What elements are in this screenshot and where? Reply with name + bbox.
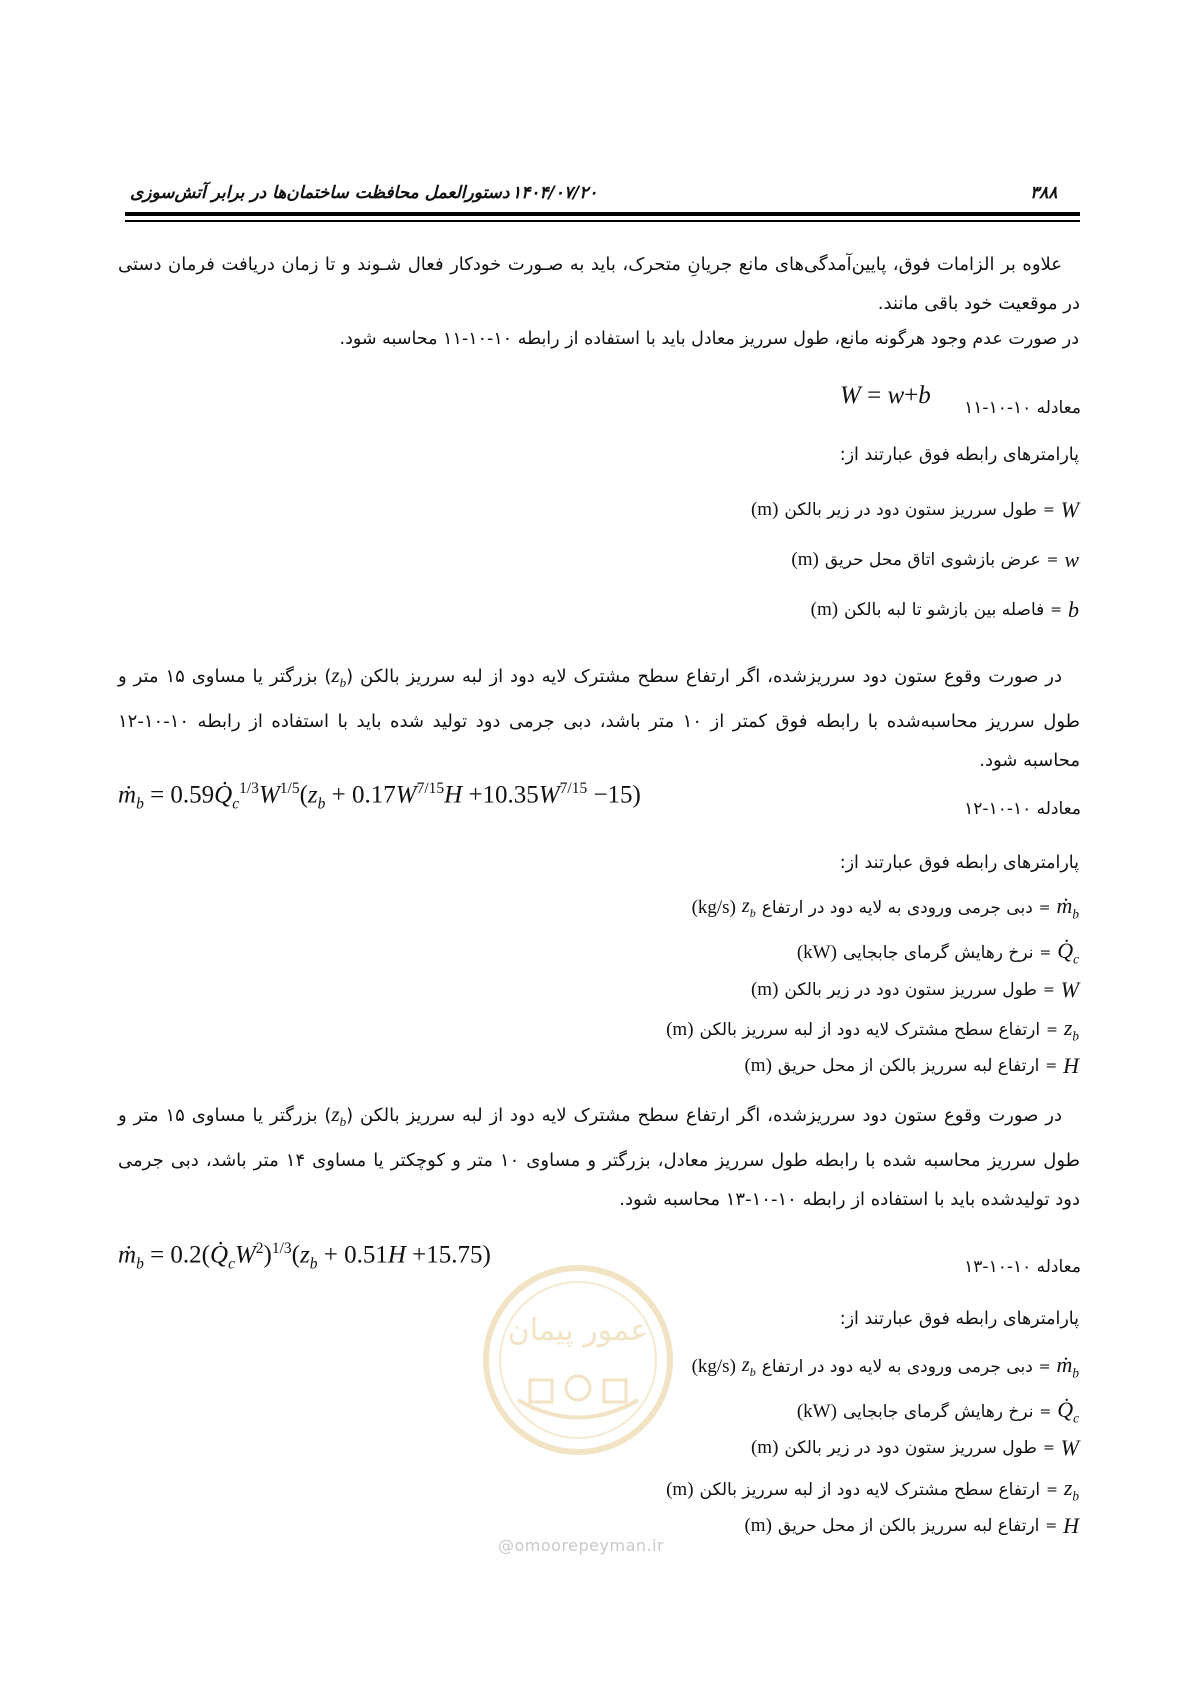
param-unit: (m) — [744, 1055, 772, 1076]
paragraph-4-part-1: در صورت وقوع ستون دود سرریزشده، اگر ارتفاع سطح مشترک لایه دود از لبه سرریز بالکن ( — [346, 1105, 1063, 1126]
watermark-logo-text: عمور پیمان — [507, 1313, 649, 1348]
watermark-logo — [478, 1260, 678, 1460]
param-description: عرض بازشوی اتاق محل حریق — [824, 550, 1041, 570]
param-row-H — [744, 1053, 1079, 1079]
param-symbol-mb: ṁ$_b$ — [1056, 893, 1079, 922]
param-unit: (m) — [810, 599, 839, 620]
param-unit: (m) — [666, 1018, 694, 1040]
paragraph-2: در صورت عدم وجود هرگونه مانع، طول سرریز معادل باید با استفاده از رابطه ۱۰-۱۰-۱۱ محاسبه شود. — [339, 329, 1079, 349]
symbol-zb: $z_b$ — [331, 663, 347, 691]
param-unit: (m) — [666, 1478, 694, 1500]
param-symbol-qc: $Q̇_c$ — [1057, 1397, 1079, 1426]
header-title: دستورالعمل محافظت ساختمان‌ها در برابر آتش‌سوزی — [130, 183, 510, 203]
param-row-zb — [666, 1475, 1079, 1504]
param-row-qc — [797, 1397, 1079, 1426]
param-symbol-qc: $Q̇_c$ — [1057, 938, 1079, 967]
param-unit: (m) — [744, 1515, 772, 1536]
param-equals: = — [1042, 502, 1055, 518]
header-date: ۱۴۰۴/۰۷/۲۰ — [512, 183, 598, 203]
param-description: ارتفاع سطح مشترک لایه دود از لبه سرریز بالکن — [699, 1019, 1041, 1040]
param-symbol-H: H — [1063, 1513, 1079, 1538]
param-equals: = — [1046, 1481, 1058, 1498]
param-unit: (m) — [750, 499, 779, 520]
equation-12-label: معادله ۱۰-۱۰-۱۲ — [964, 799, 1081, 819]
equation-13: ṁ$_b$ = $0.2(Q̇_cW^2)^{1/3}(z_b + 0.51H +15.75)$ — [118, 1240, 491, 1273]
param-description: طول سرریز ستون دود در زیر بالکن — [784, 980, 1037, 1000]
param-equals: = — [1042, 1440, 1055, 1456]
param-symbol: w — [1064, 547, 1079, 572]
param-equals: = — [1045, 1518, 1058, 1534]
param-symbol-zb: $z_b$ — [1063, 1015, 1079, 1044]
paragraph-3-part-2: ) بزرگتر یا مساوی ۱۵ متر و طول سرریز محاسبه‌شده با رابطه فوق کمتر از ۱۰ متر باشد، دبی جرمی دود تولید شده باید با استفاده از رابطه ۱۰-۱۰-۱۲ محاسبه شود. — [118, 666, 1080, 772]
param-symbol-mb: ṁ$_b$ — [1056, 1352, 1079, 1381]
param-equals: = — [1038, 899, 1051, 916]
param-symbol-W: W — [1060, 1435, 1079, 1460]
param-description: ارتفاع لبه سرریز بالکن از محل حریق — [777, 1056, 1040, 1076]
param-row-W — [751, 977, 1079, 1003]
paragraph-3 — [118, 656, 1080, 780]
param-equals: = — [1038, 1358, 1051, 1375]
symbol-zb: $z_b$ — [331, 1102, 347, 1130]
param-row-H — [744, 1513, 1079, 1539]
header-rule-thin — [125, 220, 1080, 222]
param-description: طول سرریز ستون دود در زیر بالکن — [784, 500, 1037, 520]
param-symbol-H: H — [1063, 1053, 1079, 1078]
param-equals: = — [1046, 1021, 1058, 1038]
paragraph-1: علاوه بر الزامات فوق، پایین‌آمدگی‌های مانع جریانِ متحرک، باید به صـورت خودکار فعال شـوند و تا زمان دریافت فرمان دستی در موقعیت خود باقی مانند. — [118, 254, 1080, 314]
param-row-W — [751, 1435, 1079, 1461]
param-description: طول سرریز ستون دود در زیر بالکن — [784, 1438, 1037, 1458]
param-row-b — [811, 597, 1079, 623]
params-heading-1: پارامترهای رابطه فوق عبارتند از: — [839, 445, 1079, 465]
param-unit: (kW) — [796, 941, 837, 963]
param-unit: (kg/s) — [691, 1355, 736, 1377]
param-unit: (m) — [750, 1437, 779, 1458]
param-symbol-zb: $z_b$ — [741, 1353, 756, 1379]
param-unit: (m) — [750, 979, 779, 1000]
params-heading-3: پارامترهای رابطه فوق عبارتند از: — [839, 1309, 1079, 1329]
param-equals: = — [1045, 1058, 1058, 1074]
param-description: نرخ رهایش گرمای جابجایی — [842, 1401, 1034, 1422]
watermark-url: @omoorepeyman.ir — [498, 1536, 665, 1555]
paragraph-4-part-2: ) بزرگتر یا مساوی ۱۵ متر و طول سرریز محاسبه شده با رابطه طول سرریز معادل، بزرگتر و مساوی ۱۰ متر و کوچکتر یا مساوی ۱۴ متر باشد، دبی جرمی دود تولیدشده باید با استفاده از رابطه ۱۰-۱۰-۱۳ محاسبه شود. — [118, 1105, 1080, 1211]
param-description: ارتفاع سطح مشترک لایه دود از لبه سرریز بالکن — [699, 1479, 1041, 1500]
param-row-mb — [692, 1352, 1079, 1381]
equation-11-label: معادله ۱۰-۱۰-۱۱ — [964, 398, 1081, 418]
param-unit: (kg/s) — [691, 896, 736, 918]
params-heading-2: پارامترهای رابطه فوق عبارتند از: — [839, 853, 1079, 873]
param-equals: = — [1050, 602, 1062, 618]
param-description: ارتفاع لبه سرریز بالکن از محل حریق — [777, 1516, 1040, 1536]
param-symbol-zb: $z_b$ — [741, 894, 756, 920]
param-row-mb — [692, 893, 1079, 922]
param-description: دبی جرمی ورودی به لایه دود در ارتفاع — [761, 897, 1033, 918]
header-rule-thick — [125, 212, 1080, 216]
param-row-qc — [797, 938, 1079, 967]
equation-11: W = w+b — [840, 382, 931, 409]
page-number: ۳۸۸ — [1030, 183, 1058, 203]
paragraph-3-part-1: در صورت وقوع ستون دود سرریزشده، اگر ارتفاع سطح مشترک لایه دود از لبه سرریز بالکن ( — [346, 666, 1063, 687]
param-row-zb — [666, 1015, 1079, 1044]
equation-12: ṁ$_b$ = $0.59Q̇_c^{1/3}W^{1/5}(z_b + 0.17W^{7/15}H +10.35W^{7/15} -15)$ — [118, 780, 641, 813]
param-unit: (kW) — [796, 1400, 837, 1422]
param-description: نرخ رهایش گرمای جابجایی — [842, 942, 1034, 963]
param-unit: (m) — [791, 549, 819, 570]
param-symbol-zb: $z_b$ — [1063, 1475, 1079, 1504]
param-symbol-W: W — [1060, 977, 1079, 1002]
param-row-w — [791, 547, 1079, 573]
param-equals: = — [1039, 1403, 1052, 1420]
param-symbol: W — [1060, 497, 1079, 522]
param-description: دبی جرمی ورودی به لایه دود در ارتفاع — [761, 1356, 1033, 1377]
param-equals: = — [1042, 982, 1055, 998]
param-description: فاصله بین بازشو تا لبه بالکن — [844, 600, 1045, 620]
param-equals: = — [1039, 944, 1052, 961]
param-row-W — [751, 497, 1079, 523]
param-symbol: b — [1068, 597, 1079, 622]
paragraph-4 — [118, 1095, 1080, 1219]
equation-13-label: معادله ۱۰-۱۰-۱۳ — [964, 1257, 1081, 1277]
param-equals: = — [1046, 552, 1059, 568]
